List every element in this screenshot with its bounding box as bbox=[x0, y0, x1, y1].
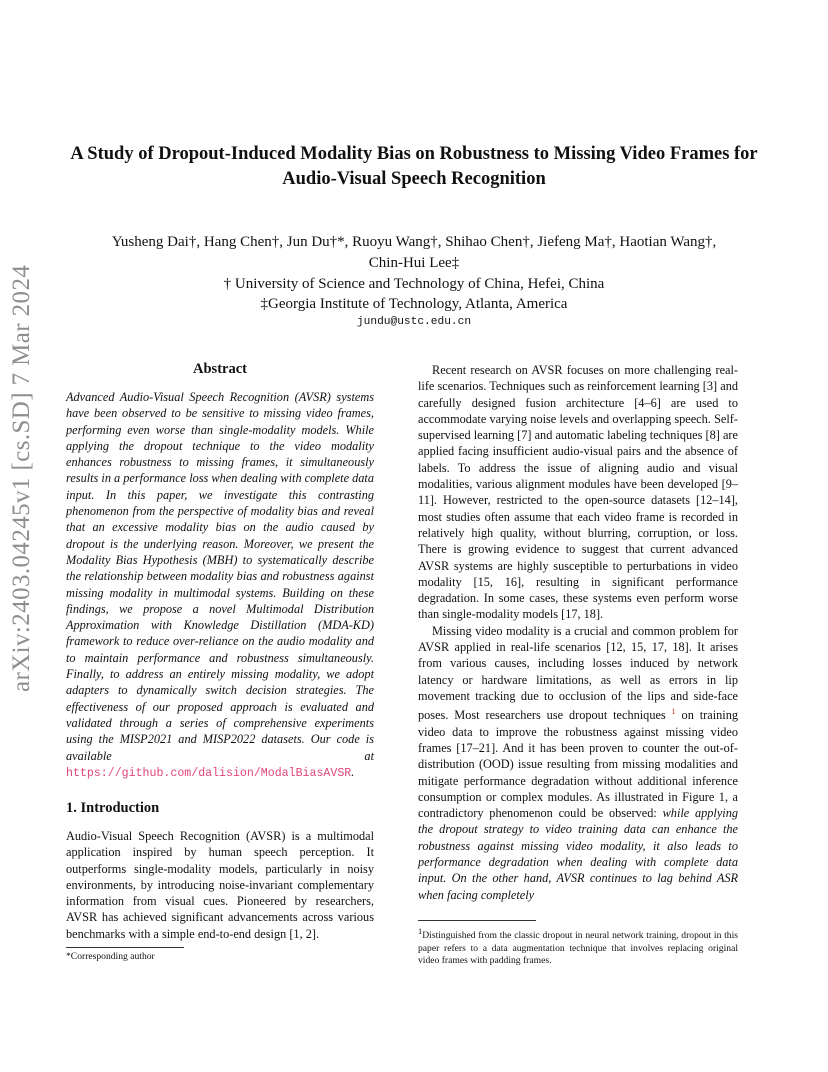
affiliation-ustc: † University of Science and Technology of China, Hefei, China bbox=[223, 276, 605, 292]
footnote-number: 1 bbox=[418, 926, 423, 936]
arxiv-identifier: arXiv:2403.04245v1 [cs.SD] 7 Mar 2024 bbox=[8, 264, 35, 692]
authors-line-2: Chin-Hui Lee‡ bbox=[368, 255, 460, 271]
author-list bbox=[70, 232, 758, 274]
section-heading-introduction: 1. Introduction bbox=[66, 800, 160, 816]
paper-title: A Study of Dropout-Induced Modality Bias on Robustness to Missing Video Frames for Audio-Visual Speech Recognition bbox=[70, 144, 758, 189]
abstract-heading: Abstract bbox=[193, 361, 247, 377]
missing-video-emphasis: while applying the dropout strategy to video training data can enhance the robustness against missing video modality, it also leads to performance degradation when dealing with complete data input. On the other hand, AVSR continues to lag behind ASR when facing completely bbox=[418, 806, 739, 902]
footnote-rule-left bbox=[66, 947, 184, 948]
missing-video-part-1: Missing video modality is a crucial and common problem for AVSR applied in real-life scenarios [12, 15, 17, 18]. It arises from various causes, including losses induced by network latency or hardware limitations, as well as errors in lip movement tracking due to occlusion of the lips and side-face poses. Most researchers use dropout techniques bbox=[418, 623, 738, 723]
footnote-rule-right bbox=[418, 920, 536, 921]
paragraph-missing-video bbox=[418, 623, 738, 903]
affiliations bbox=[70, 274, 758, 314]
arxiv-side-stamp bbox=[8, 264, 44, 692]
abstract-text: Advanced Audio-Visual Speech Recognition (AVSR) systems have been observed to be sensitive to missing video frames, performing even worse than single-modality models. While applying the dropout technique to the video modality enhances robustness to missing frames, it simultaneously results in a performance loss when dealing with complete data input. In this paper, we investigate this contrasting phenomenon from the perspective of modality bias and reveal that an excessive modality bias on the audio caused by dropout is the underlying reason. Moreover, we present the Modality Bias Hypothesis (MBH) to systematically describe the relationship between modality bias and robustness against missing modality in multimodal systems. Building on these findings, we propose a novel Multimodal Distribution Approximation with Knowledge Distillation (MDA-KD) framework to reduce over-reliance on the audio modality and to maintain performance and robustness simultaneously. Finally, to address an entirely missing modality, we adopt adapters to dynamically switch decision strategies. The effectiveness of our proposed approach is evaluated and validated through a series of comprehensive experiments using the MISP2021 and MISP2022 datasets. Our code is available at bbox=[66, 390, 374, 763]
abstract-body: Advanced Audio-Visual Speech Recognition (AVSR) systems have been observed to be sensitive to missing video frames, performing even worse than single-modality models. While applying the dropout technique to the video modality enhances robustness to missing frames, it simultaneously results in a performance loss when dealing with complete data input. In this paper, we investigate this contrasting phenomenon from the perspective of modality bias and reveal that an excessive modality bias on the audio caused by dropout is the underlying reason. Moreover, we present the Modality Bias Hypothesis (MBH) to systematically describe the relationship between modality bias and robustness against missing modality in multimodal systems. Building on these findings, we propose a novel Multimodal Distribution Approximation with Knowledge Distillation (MDA-KD) framework to reduce over-reliance on the audio modality and to maintain performance and robustness simultaneously. Finally, to address an entirely missing modality, we adopt adapters to dynamically switch decision strategies. The effectiveness of our proposed approach is evaluated and validated through a series of comprehensive experiments using the MISP2021 and MISP2022 datasets. Our code is available at https://github.com/dalision/ModalBiasAVSR. bbox=[66, 390, 374, 780]
dropout-footnote-text: Distinguished from the classic dropout in neural network training, dropout in this paper refers to a data augmentation technique that involves replacing original video frames with padding frames. bbox=[418, 930, 738, 966]
corresponding-author-footnote: *Corresponding author bbox=[66, 951, 155, 962]
dropout-footnote bbox=[418, 925, 738, 967]
affiliation-gatech: ‡Georgia Institute of Technology, Atlanta, America bbox=[260, 296, 568, 312]
missing-video-part-2: on training video data to improve the robustness against missing video frames [17–21]. And it has been proven to counter the out-of-distribution (OOD) issue resulting from missing modalities and mitigate performance degradation without additional inference consumption or complex modules. As illustrated in Figure 1, a contradictory phenomenon could be observed: bbox=[418, 708, 738, 821]
code-repository-link[interactable]: https://github.com/dalision/ModalBiasAVSR bbox=[66, 766, 352, 780]
contact-email: jundu@ustc.edu.cn bbox=[356, 316, 472, 328]
footnote-marker[interactable]: 1 bbox=[671, 707, 676, 717]
paragraph-recent-research: Recent research on AVSR focuses on more challenging real-life scenarios. Techniques such as reinforcement learning [3] and carefully designed fusion architecture [4–6] are used to accommodate varying noise levels and overlapping speech. Self-supervised learning [7] and automatic labeling techniques [8] are applied facing insufficient audio-visual pairs and the absence of labels. To address the issue of aligning audio and visual modalities, various alignment modules have been developed [9–11]. However, restricted to the open-source datasets [12–14], most studies often assume that each video frame is recorded in relatively high quality, without blurring, corruption, or loss. There is growing evidence to suggest that current advanced AVSR systems are highly susceptible to perturbations in video modality [15, 16], resulting in significant performance degradation. In some cases, these systems even perform worse than single-modality models [17, 18]. bbox=[418, 363, 738, 622]
introduction-paragraph: Audio-Visual Speech Recognition (AVSR) is a multimodal application inspired by human speech perception. It outperforms single-modality models, particularly in noisy environments, by introducing noise-invariant complementary information from visual cues. Pioneered by researchers, AVSR has achieved significant advancements across various benchmarks with a simple end-to-end design [1, 2]. bbox=[66, 829, 374, 941]
right-column-text bbox=[418, 362, 738, 903]
authors-line-1: Yusheng Dai†, Hang Chen†, Jun Du†*, Ruoyu Wang†, Shihao Chen†, Jiefeng Ma†, Haotian Wang†, bbox=[111, 234, 717, 250]
